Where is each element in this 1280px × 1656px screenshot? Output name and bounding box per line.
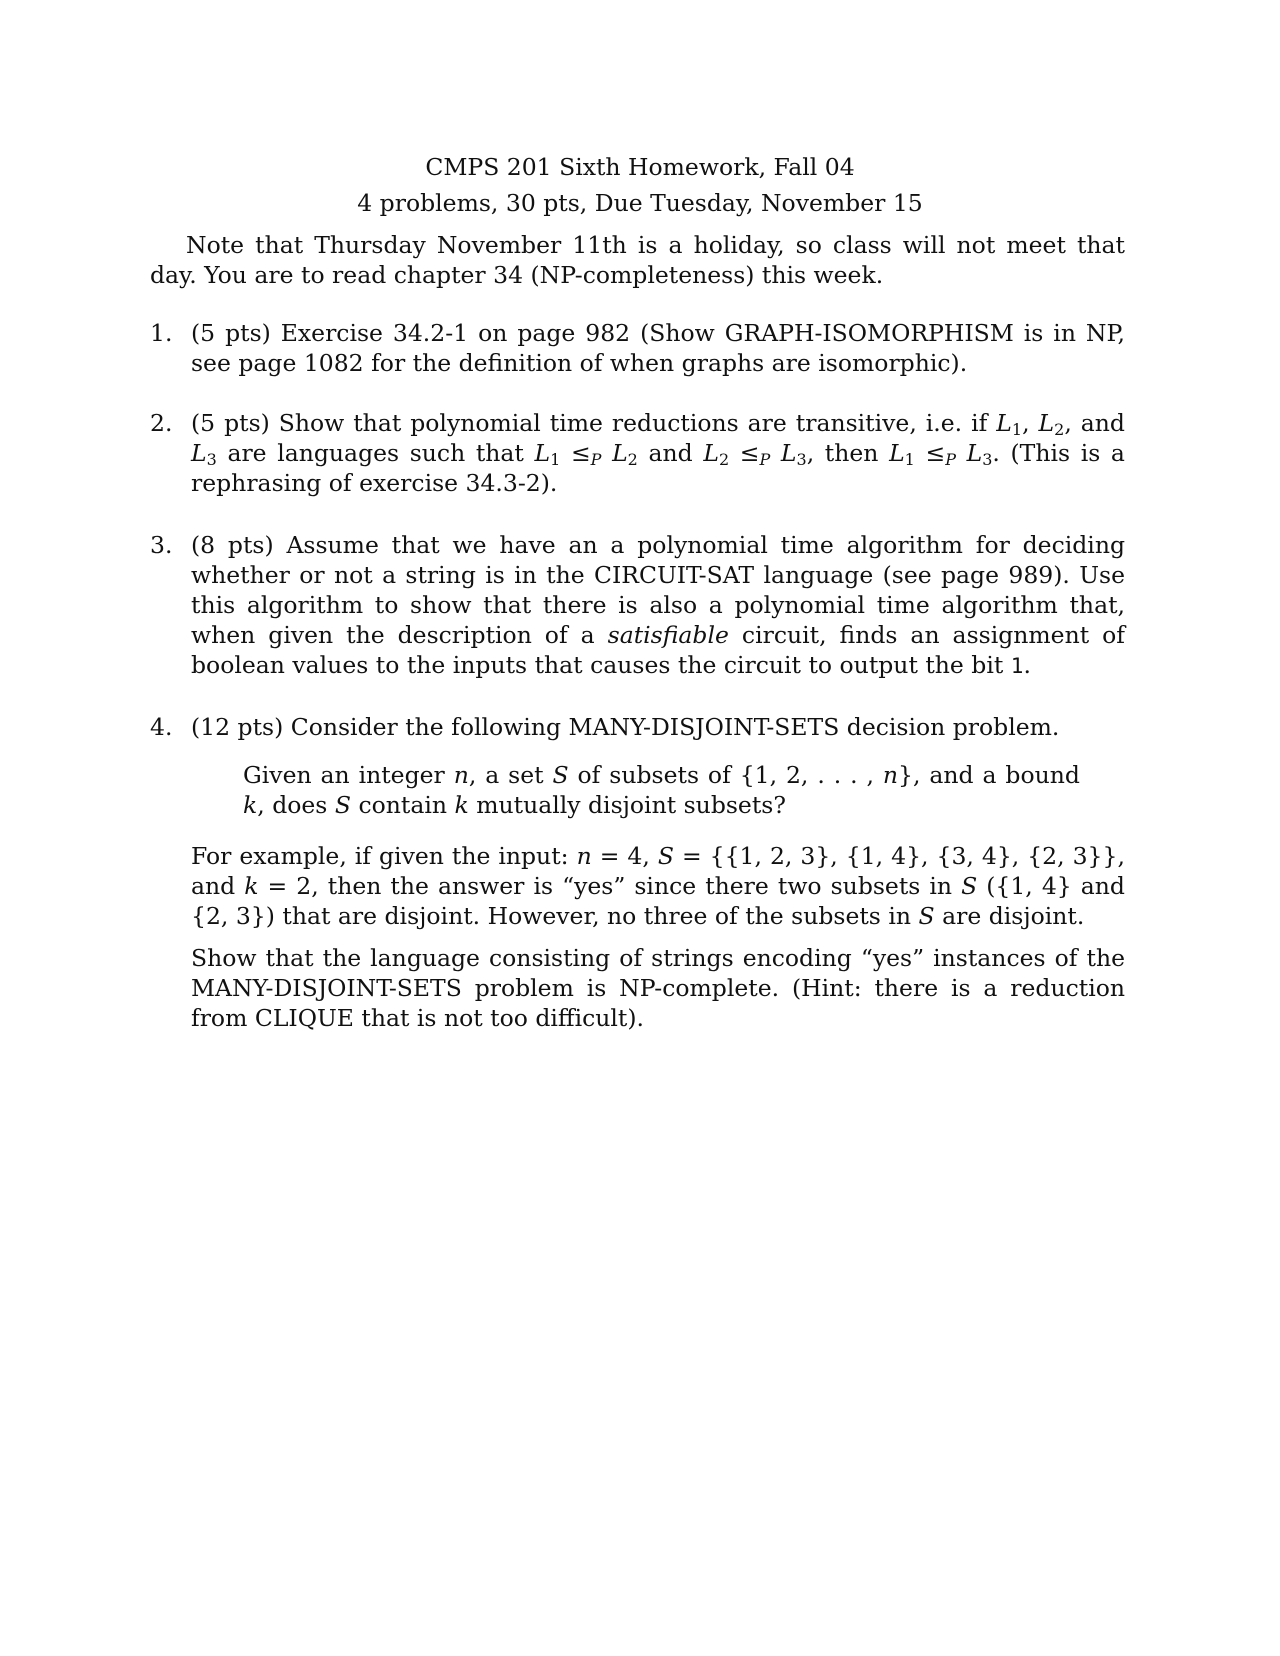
problem-number: 4. [150,713,173,741]
page-subtitle: 4 problems, 30 pts, Due Tuesday, November 15 [357,189,923,217]
problem-text: (5 pts) Show that polynomial time reductions are transitive, i.e. if $L_1$, $L_2$, and $L_3$ are languages such that $L_1 \le_P$ $L_2$ and $L_2 \le_P$ $L_3$, then $L_1 \le_P$ $L_3$. (This is a rephrasing of exercise 34.3-2). [191,409,1125,497]
problem-text: (8 pts) Assume that we have an a polynomial time algorithm for deciding whether or not a string is in the CIRCUIT-SAT language (see page 989). Use this algorithm to show that there is also a polynomial time algorithm that, when given the description of a satisfiable circuit, finds an assignment of boolean values to the inputs that causes the circuit to output the bit 1. [191,531,1125,679]
problem-definition: Given an integer n, a set S of subsets of {1, 2, . . . , n}, and a bound k, does S contain k mutually disjoint subsets? [243,761,1080,819]
problem-text: (5 pts) Exercise 34.2-1 on page 982 (Show GRAPH-ISOMORPHISM is in NP, see page 1082 for the definition of when graphs are isomorphic). [191,319,1125,377]
problem-number: 3. [150,531,173,559]
task-paragraph: Show that the language consisting of strings encoding “yes” instances of the MANY-DISJOINT-SETS problem is NP-complete. (Hint: there is a reduction from CLIQUE that is not too difficult). [191,944,1125,1032]
problem-text [191,712,1125,1032]
intro-note: Note that Thursday November 11th is a holiday, so class will not meet that day. You are to read chapter 34 (NP-completeness) this week. [150,231,1125,289]
page-title: CMPS 201 Sixth Homework, Fall 04 [425,153,855,181]
problem-number: 1. [150,319,173,347]
problem-intro: (12 pts) Consider the following MANY-DISJOINT-SETS decision problem. [191,713,1060,741]
example-paragraph: For example, if given the input: n = 4, S = {{1, 2, 3}, {1, 4}, {3, 4}, {2, 3}}, and k = 2, then the answer is “yes” since there two subsets in S ({1, 4} and {2, 3}) that are disjoint. However, no three of the subsets in S are disjoint. [191,842,1125,930]
problem-number: 2. [150,409,173,437]
emphasis: satisfiable [607,621,729,649]
